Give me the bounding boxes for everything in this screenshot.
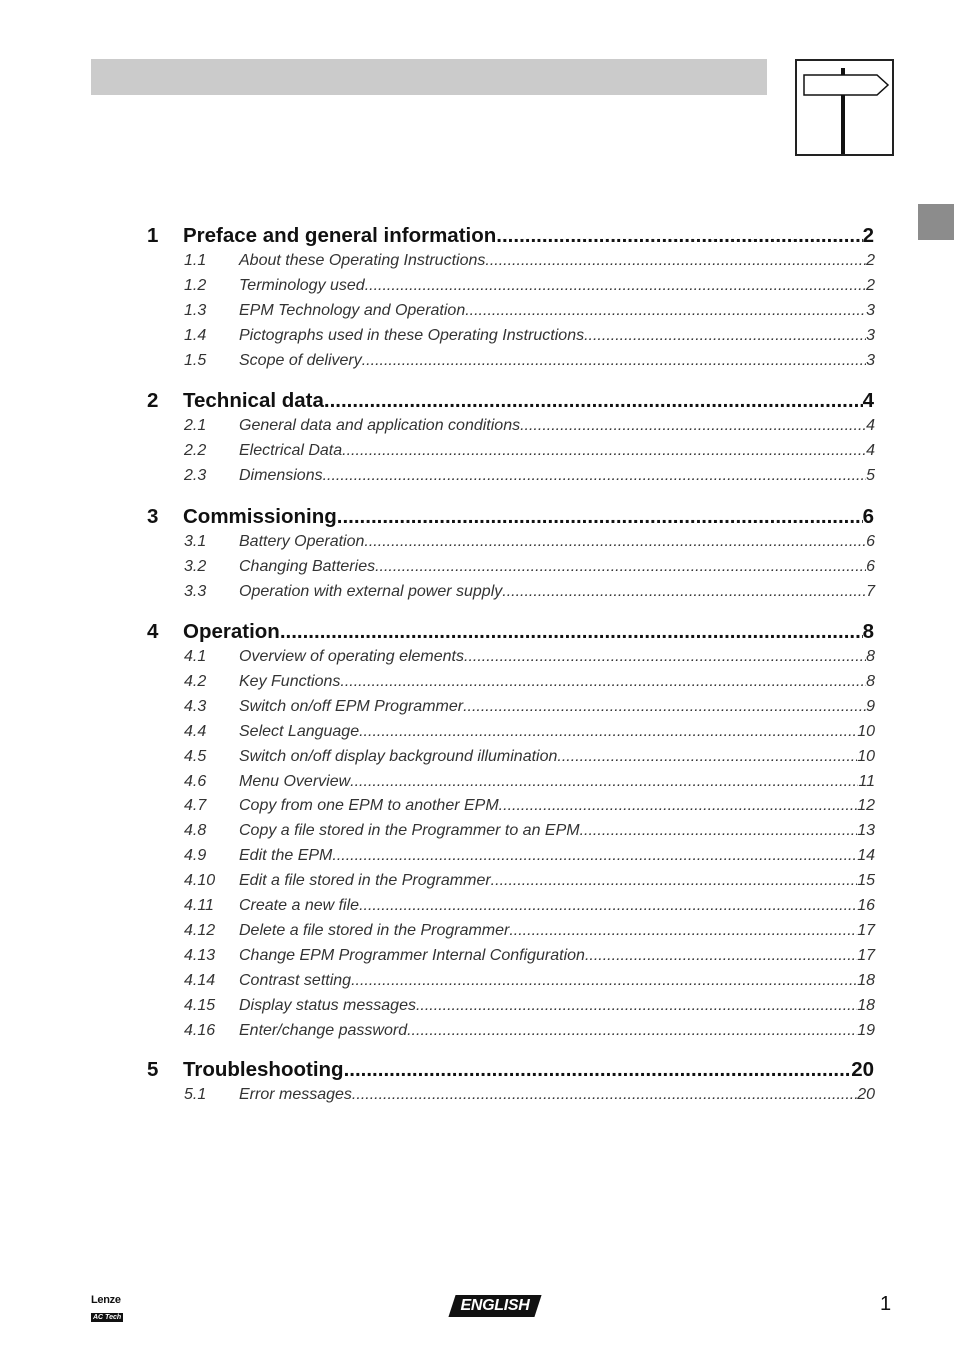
toc-number: 4 [147,620,159,643]
toc-number: 5.1 [184,1086,207,1103]
toc-section-row[interactable] [0,252,954,276]
toc-entry[interactable] [239,252,875,270]
toc-number: 4.16 [184,1021,216,1039]
dot-leader [352,1086,857,1104]
toc-entry[interactable] [239,558,875,576]
toc-title: Edit the EPM [239,847,333,865]
toc-number: 4.3 [184,697,207,715]
toc-section-row[interactable] [0,352,954,376]
toc-entry[interactable] [239,922,875,940]
toc-entry[interactable] [239,972,875,990]
toc-title: Preface and general information [183,224,497,247]
toc-page: 4 [866,417,875,434]
toc-title: Menu Overview [239,772,351,790]
toc-page: 11 [858,772,875,790]
dot-leader [509,922,857,940]
toc-title: Terminology used [239,276,365,294]
dot-leader [280,620,863,644]
toc-title: Create a new file [239,897,360,914]
toc-number: 4.9 [184,847,207,865]
toc-section-row[interactable] [0,773,954,797]
toc-title: Edit a file stored in the Programmer [239,872,491,890]
toc-title: Changing Batteries [239,557,376,575]
toc-page: 6 [866,557,875,575]
toc-title: Contrast setting [239,971,352,989]
toc-title: Scope of delivery [239,351,362,369]
dot-leader [465,302,866,320]
toc-section-row[interactable] [0,698,954,722]
language-label: ENGLISH [460,1297,530,1314]
dot-leader [365,277,866,295]
toc-section-row[interactable] [0,302,954,326]
toc-page: 2 [862,224,874,247]
dot-leader [502,583,866,601]
toc-section-row[interactable] [0,1086,954,1110]
toc-page: 4 [866,441,875,459]
toc-entry[interactable] [239,327,875,345]
dot-leader [324,389,863,413]
toc-page: 3 [866,326,875,344]
toc-section-row[interactable] [0,417,954,441]
page-number: 1 [880,1293,892,1315]
toc-title: Troubleshooting [183,1058,344,1081]
toc-entry[interactable] [183,1058,874,1082]
toc-page: 16 [857,897,875,914]
toc-entry[interactable] [239,698,875,716]
toc-page: 20 [851,1058,874,1081]
toc-number: 2.1 [184,417,207,434]
toc-entry[interactable] [239,773,875,791]
dot-leader [407,1022,857,1040]
dot-leader [337,505,863,529]
toc-number: 4.10 [184,872,216,890]
dot-leader [464,648,866,666]
toc-number: 4.1 [184,648,207,665]
toc-title: Enter/change password [239,1021,408,1039]
signpost-icon [795,59,894,156]
toc-entry[interactable] [239,417,875,435]
language-badge [452,1295,538,1317]
toc-entry[interactable] [239,822,875,840]
dot-leader [350,773,858,791]
toc-title: Technical data [183,389,324,412]
toc-title: Commissioning [183,505,337,528]
toc-entry[interactable] [239,847,875,865]
toc-title: Copy a file stored in the Programmer to an EPM [239,822,580,840]
toc-number: 3.1 [184,533,207,550]
toc-page: 10 [857,747,875,765]
dot-leader [580,822,858,840]
dot-leader [362,352,866,370]
toc-page: 9 [866,697,875,715]
toc-title: Overview of operating elements [239,648,464,665]
toc-section-row[interactable] [0,1022,954,1046]
toc-entry[interactable] [239,897,875,915]
toc-number: 1.4 [184,326,207,344]
toc-page: 18 [857,971,875,989]
toc-page: 2 [866,276,875,294]
logo-subtext: AC Tech [93,1314,122,1321]
toc-page: 18 [857,996,875,1014]
dot-leader [375,558,866,576]
toc-number: 2 [147,389,159,412]
dot-leader [520,417,866,435]
toc-entry[interactable] [239,1086,875,1104]
toc-section-row[interactable] [0,947,954,971]
toc-section-row[interactable] [0,797,954,821]
toc-chapter-row[interactable] [0,1058,954,1082]
toc-title: General data and application conditions [239,417,521,434]
toc-entry[interactable] [239,997,875,1015]
toc-entry[interactable] [239,947,875,965]
toc-number: 4.4 [184,722,207,740]
toc-section-row[interactable] [0,723,954,747]
dot-leader [351,972,857,990]
dot-leader [584,327,866,345]
toc-section-row[interactable] [0,277,954,301]
toc-chapter-row[interactable] [0,620,954,644]
toc-section-row[interactable] [0,673,954,697]
toc-number: 4.14 [184,971,216,989]
toc-entry[interactable] [239,583,875,601]
toc-number: 1.2 [184,276,207,294]
toc-entry[interactable] [239,277,875,295]
toc-page: 3 [866,301,875,319]
toc-entry[interactable] [239,1022,875,1040]
dot-leader [323,467,867,485]
dot-leader [340,673,866,691]
toc-title: Battery Operation [239,533,365,550]
toc-entry[interactable] [239,533,875,551]
toc-number: 4.13 [184,946,216,964]
toc-section-row[interactable] [0,583,954,607]
toc-page: 20 [857,1086,875,1103]
toc-section-row[interactable] [0,442,954,466]
toc-number: 4.11 [184,897,214,914]
toc-page: 3 [866,351,875,369]
dot-leader [557,748,857,766]
toc-title: Change EPM Programmer Internal Configuration [239,946,585,964]
toc-section-row[interactable] [0,922,954,946]
toc-page: 5 [866,466,875,484]
toc-entry[interactable] [183,389,874,413]
toc-section-row[interactable] [0,822,954,846]
toc-number: 3.2 [184,557,207,575]
toc-page: 8 [866,648,875,665]
toc-title: Error messages [239,1086,352,1103]
toc-section-row[interactable] [0,972,954,996]
toc-title: Copy from one EPM to another EPM [239,797,499,815]
dot-leader [485,252,866,270]
toc-number: 1.1 [184,252,207,269]
logo-wordmark: Lenze [91,1294,121,1306]
dot-leader [499,797,858,815]
toc-page: 17 [857,946,875,964]
toc-page: 8 [862,620,874,643]
toc-number: 2.2 [184,441,207,459]
toc-section-row[interactable] [0,533,954,557]
toc-chapter-row[interactable] [0,505,954,529]
toc-number: 1.3 [184,301,207,319]
dot-leader [496,224,862,248]
toc-entry[interactable] [239,723,875,741]
toc-entry[interactable] [183,505,874,529]
toc-page: 6 [862,505,874,528]
toc-page: 8 [866,672,875,690]
toc-page: 4 [862,389,874,412]
toc-title: Key Functions [239,672,341,690]
dot-leader [364,533,866,551]
toc-page: 10 [857,722,875,740]
toc-title: Switch on/off EPM Programmer [239,697,464,715]
toc-title: Delete a file stored in the Programmer [239,921,510,939]
toc-page: 17 [857,921,875,939]
toc-section-row[interactable] [0,748,954,772]
toc-section-row[interactable] [0,997,954,1021]
toc-title: Dimensions [239,466,323,484]
toc-section-row[interactable] [0,467,954,491]
toc-title: Electrical Data [239,441,343,459]
dot-leader [416,997,857,1015]
toc-page: 14 [857,847,875,865]
toc-title: Operation with external power supply [239,582,503,600]
toc-title: Display status messages [239,996,416,1014]
dot-leader [463,698,866,716]
toc-page: 19 [857,1021,875,1039]
toc-entry[interactable] [239,302,875,320]
toc-section-row[interactable] [0,327,954,351]
toc-number: 4.2 [184,672,207,690]
toc-page: 6 [866,533,875,550]
toc-number: 4.7 [184,797,207,815]
toc-title: Operation [183,620,280,643]
toc-entry[interactable] [239,467,875,485]
dot-leader [344,1058,852,1082]
toc-title: Switch on/off display background illumination [239,747,558,765]
toc-number: 4.5 [184,747,207,765]
toc-number: 1 [147,224,159,247]
toc-section-row[interactable] [0,897,954,921]
toc-number: 3 [147,505,159,528]
toc-entry[interactable] [239,352,875,370]
toc-title: About these Operating Instructions [239,252,486,269]
dot-leader [359,897,857,915]
toc-number: 3.3 [184,582,207,600]
toc-page: 7 [866,582,875,600]
toc-page: 13 [857,822,875,840]
lenze-logo [91,1295,127,1324]
toc-page: 2 [866,252,875,269]
toc-chapter-row[interactable] [0,224,954,248]
toc-title: EPM Technology and Operation [239,301,466,319]
toc-entry[interactable] [183,620,874,644]
toc-page: 15 [857,872,875,890]
toc-entry[interactable] [239,442,875,460]
toc-number: 2.3 [184,466,207,484]
toc-entry[interactable] [239,797,875,815]
dot-leader [359,723,857,741]
toc-number: 4.15 [184,996,216,1014]
dot-leader [585,947,857,965]
toc-section-row[interactable] [0,558,954,582]
toc-section-row[interactable] [0,872,954,896]
header-bar [91,59,767,95]
toc-title: Select Language [239,722,360,740]
toc-number: 4.6 [184,772,207,790]
toc-entry[interactable] [183,224,874,248]
dot-leader [491,872,858,890]
dot-leader [342,442,866,460]
toc-section-row[interactable] [0,847,954,871]
toc-number: 4.8 [184,822,207,840]
toc-number: 1.5 [184,351,207,369]
toc-number: 5 [147,1058,159,1081]
toc-chapter-row[interactable] [0,389,954,413]
toc-number: 4.12 [184,921,216,939]
dot-leader [332,847,857,865]
toc-section-row[interactable] [0,648,954,672]
toc-entry[interactable] [239,748,875,766]
toc-entry[interactable] [239,872,875,890]
toc-title: Pictographs used in these Operating Instructions [239,326,585,344]
toc-entry[interactable] [239,648,875,666]
toc-page: 12 [857,797,875,815]
toc-entry[interactable] [239,673,875,691]
